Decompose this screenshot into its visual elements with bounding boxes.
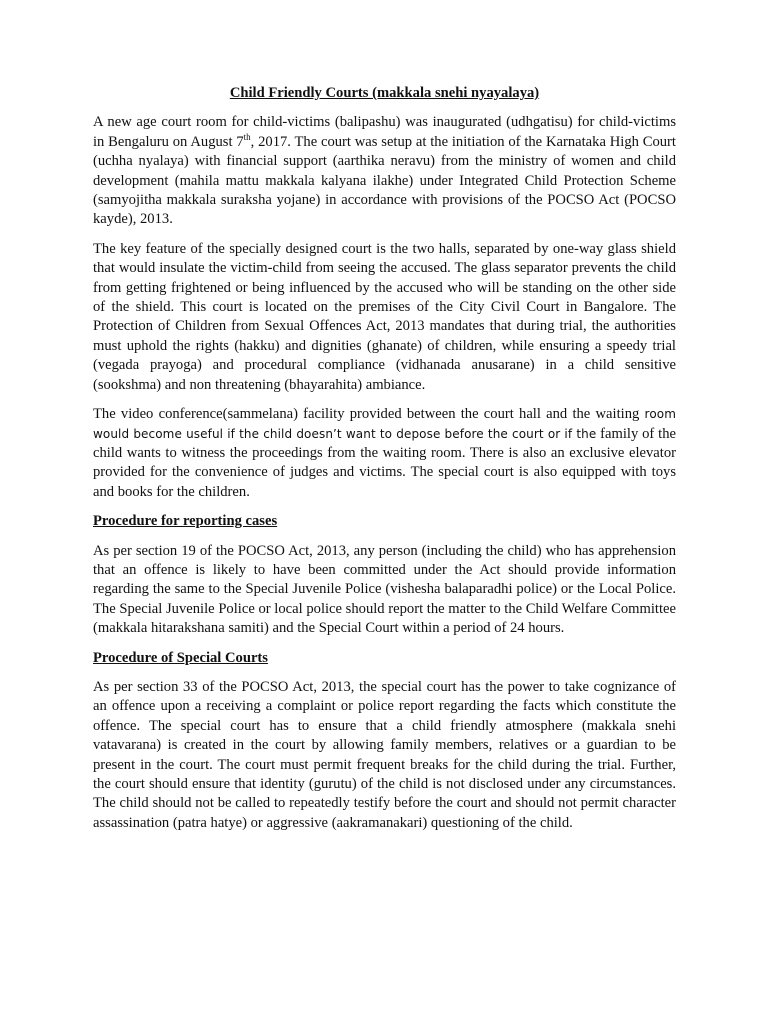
- document-title: Child Friendly Courts (makkala snehi nyayalaya): [229, 85, 540, 101]
- video-conference-paragraph: [93, 405, 676, 502]
- date-ordinal-suffix: th: [243, 131, 251, 142]
- video-text-part3: family of the child wants to witness the proceedings from the waiting room. There is also an exclusive elevator provided for the convenience of judges and victims. The special court is also equipped with toys and books for the children.: [93, 425, 676, 500]
- section-heading-reporting: Procedure for reporting cases: [93, 513, 278, 530]
- special-courts-paragraph: As per section 33 of the POCSO Act, 2013, the special court has the power to take cognizance of an offence upon a receiving a complaint or police report regarding the facts which constitute the offence. The special court has to ensure that a child friendly atmosphere (makkala snehi vatavarana) is created in the court by allowing family members, relatives or a guardian to be present in the court. The court must permit frequent breaks for the child during the trial. Further, the court should ensure that identity (gurutu) of the child is not disclosed under any circumstances. The child should not be called to repeatedly testify before the court and should not permit character assassination (patra hatye) or aggressive (aakramanakari) questioning of the child.: [93, 678, 676, 831]
- section-heading-special-courts: Procedure of Special Courts: [93, 649, 268, 666]
- document-page: [93, 84, 676, 843]
- video-text-part1: The video conference(sammelana) facility provided between the court hall and the waiting: [93, 406, 640, 423]
- video-text-part2: room would become useful if the child doesn’t want to depose before the court or if the: [93, 407, 676, 441]
- reporting-paragraph: As per section 19 of the POCSO Act, 2013, any person (including the child) who has apprehension that an offence is likely to have been committed under the Act should provide information regarding the same to the Special Juvenile Police (vishesha balaparadhi police) or the Local Police. The Special Juvenile Police or local police should report the matter to the Child Welfare Committee (makkala hitarakshana samiti) and the Special Court within a period of 24 hours.: [93, 542, 676, 637]
- intro-paragraph: [93, 113, 676, 229]
- intro-text-part2: , 2017. The court was setup at the initiation of the Karnataka High Court (uchha nyalaya) with financial support (aarthika neravu) from the ministry of women and child development (mahila mattu makkala kalyana ilakhe) under Integrated Child Protection Scheme (samyojitha makkala suraksha yojane) in accordance with provisions of the POCSO Act (POCSO kayde), 2013.: [93, 133, 676, 228]
- intro-text-part1: A new age court room for child-victims (balipashu) was inaugurated (udhgatisu) for child-victims in Bengaluru on August 7: [93, 114, 676, 150]
- key-feature-paragraph: The key feature of the specially designed court is the two halls, separated by one-way glass shield that would insulate the victim-child from seeing the accused. The glass separator prevents the child from getting frightened or being influenced by the accused who will be standing on the other side of the shield. This court is located on the premises of the City Civil Court in Bangalore. The Protection of Children from Sexual Offences Act, 2013 mandates that during trial, the authorities must uphold the rights (hakku) and dignities (ghanate) of children, while ensuring a speedy trial (vegada prayoga) and procedural compliance (vidhanada anusarane) in a child sensitive (sookshma) and non threatening (bhayarahita) ambiance.: [93, 240, 676, 393]
